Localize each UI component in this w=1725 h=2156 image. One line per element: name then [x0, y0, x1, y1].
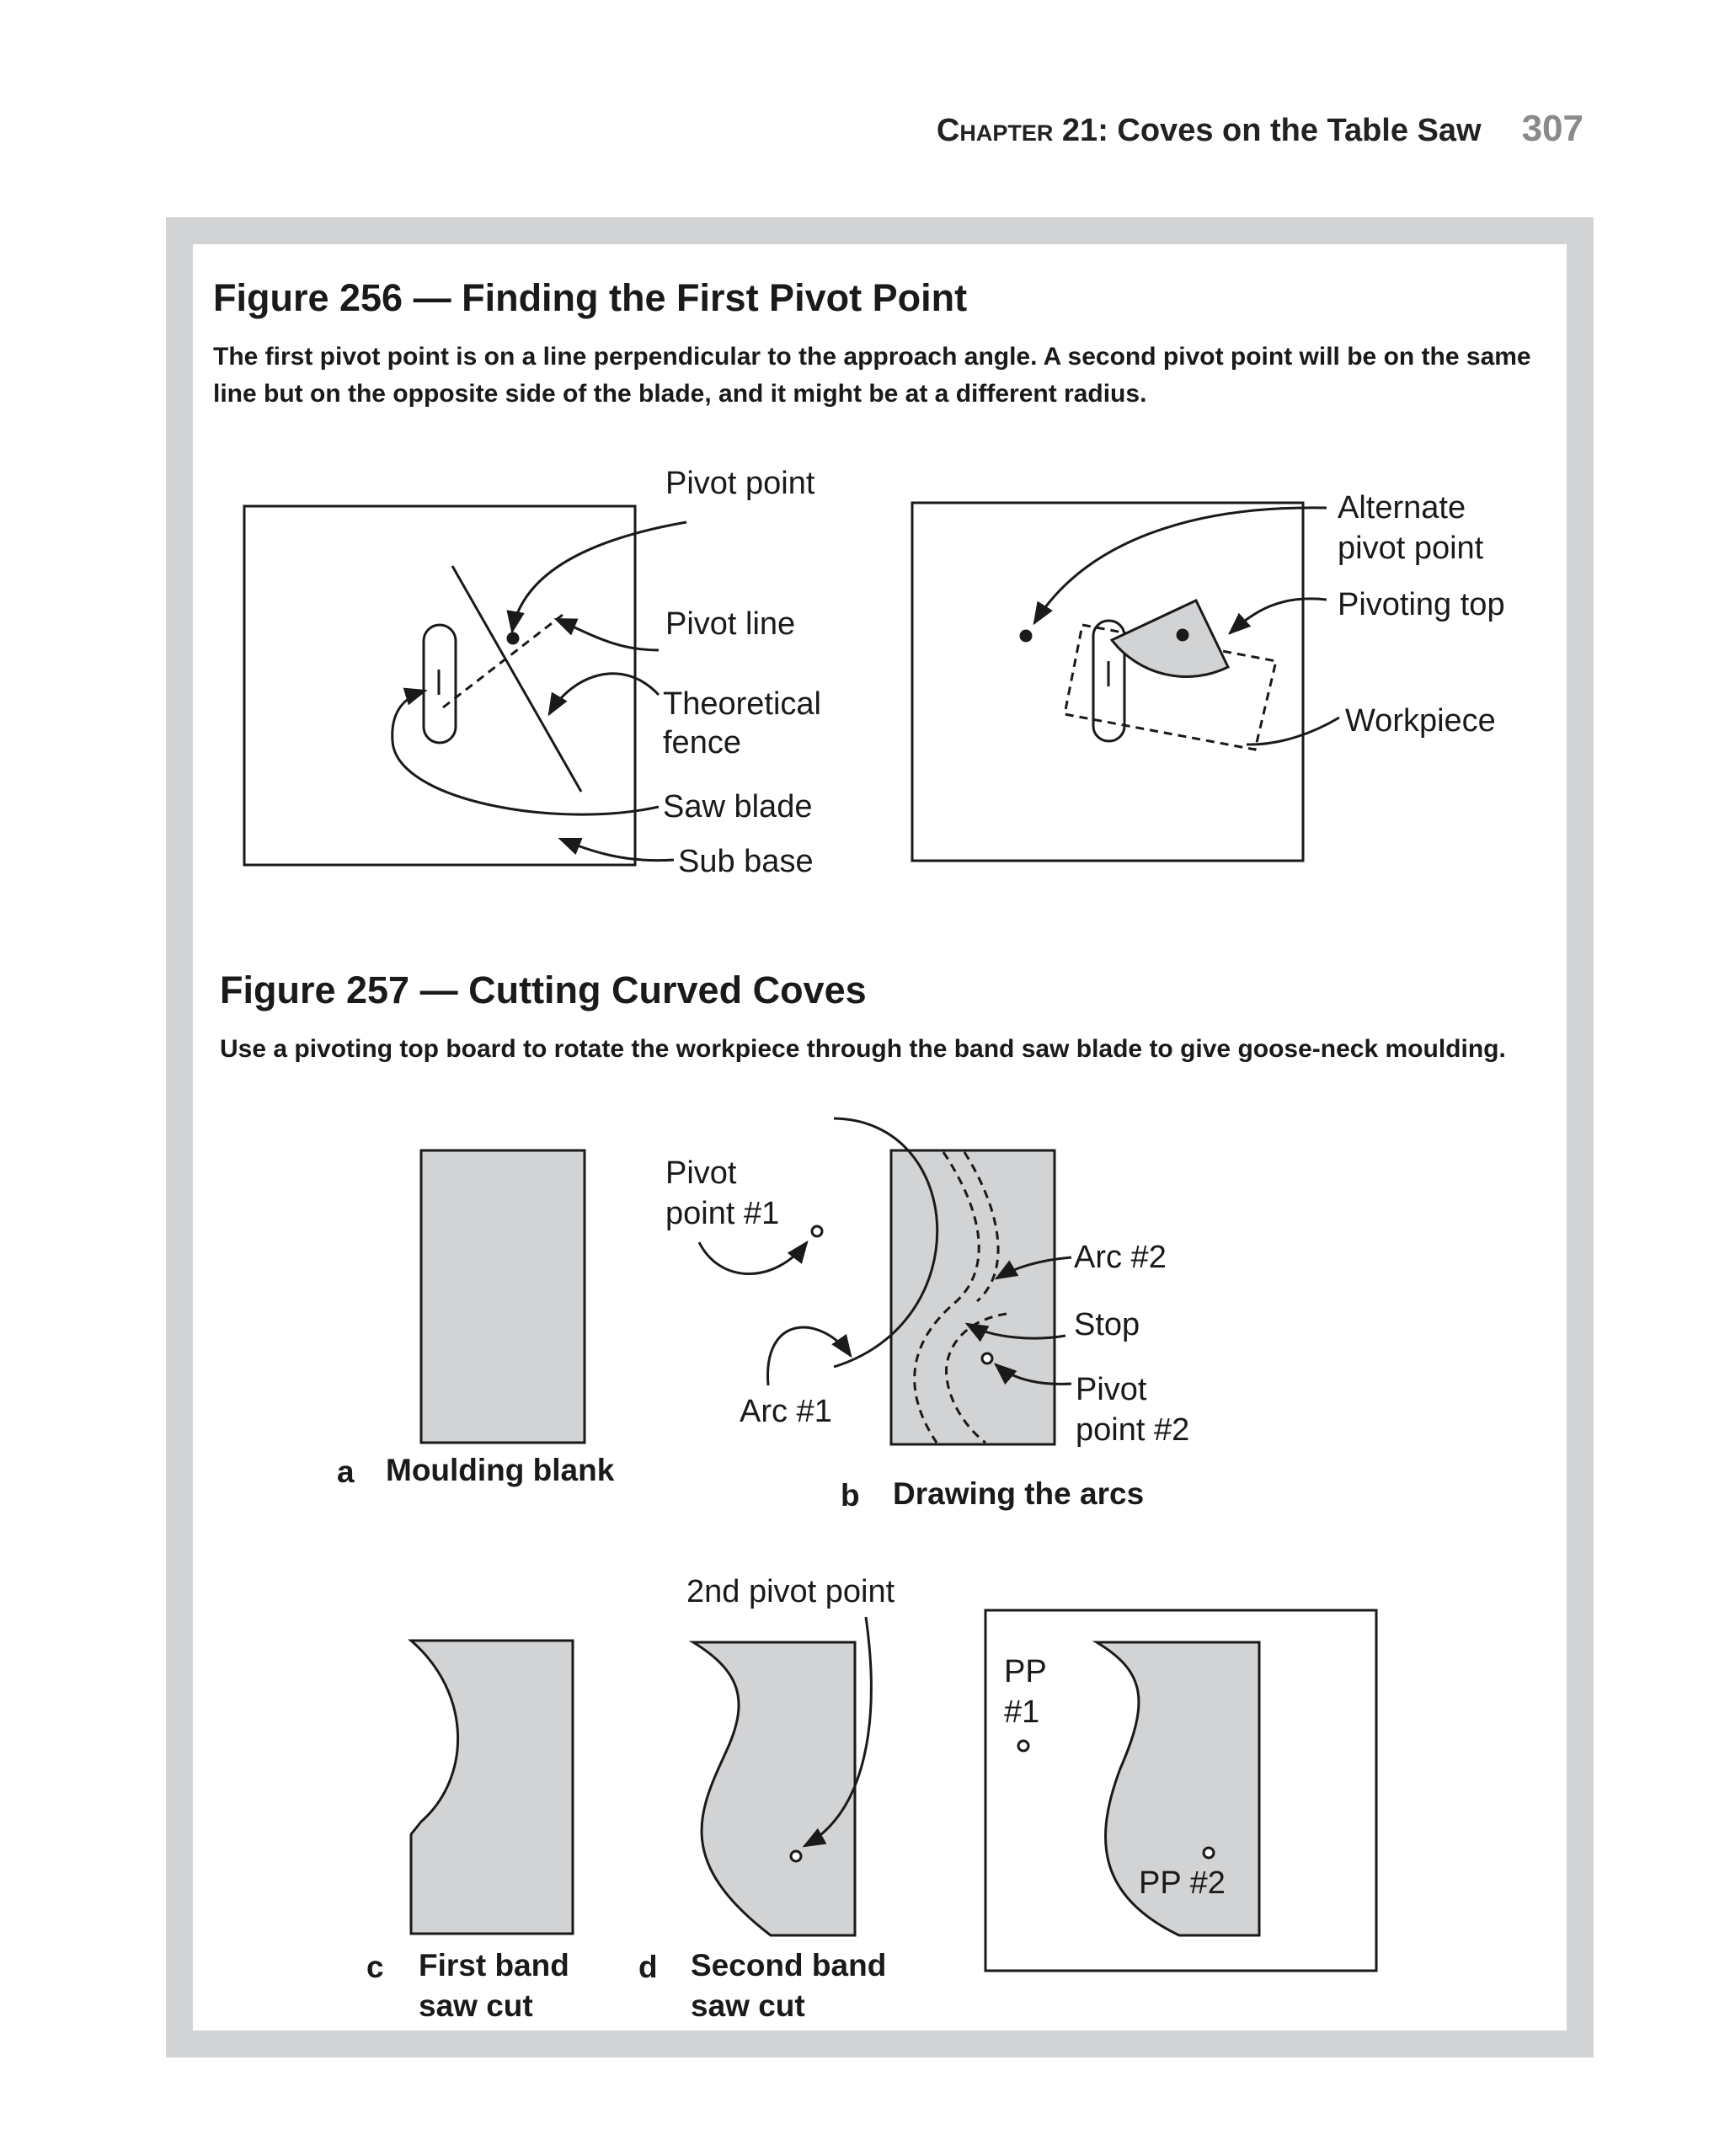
label-2nd-pivot: 2nd pivot point — [686, 1574, 895, 1609]
alternate-pivot-dot — [1021, 631, 1031, 641]
label-pivot-line: Pivot line — [665, 606, 796, 642]
panel-c-label-2: saw cut — [419, 1988, 533, 2023]
second-pivot-dot — [791, 1851, 801, 1861]
pivot-point-1-dot — [812, 1226, 822, 1236]
saw-blade-arrow — [393, 691, 659, 814]
label-workpiece: Workpiece — [1345, 703, 1496, 739]
label-theoretical-2: fence — [663, 725, 741, 760]
moulding-blank — [421, 1150, 585, 1443]
label-pp1-2: #1 — [1004, 1694, 1040, 1730]
fig256-right-diagram — [912, 503, 1339, 861]
panel-c-letter: c — [366, 1950, 384, 1984]
chapter-title: : Coves on the Table Saw — [1097, 113, 1482, 148]
label-arc1: Arc #1 — [740, 1394, 832, 1429]
pivot-1-arrow — [699, 1242, 807, 1274]
panel-b-label: Drawing the arcs — [893, 1476, 1145, 1511]
label-arc2: Arc #2 — [1074, 1240, 1167, 1275]
label-pivot1-2: point #1 — [665, 1196, 780, 1231]
pivot-point-dot — [508, 633, 518, 643]
pp2-dot — [1204, 1848, 1214, 1858]
label-pivoting-top: Pivoting top — [1338, 587, 1505, 622]
label-saw-blade: Saw blade — [663, 789, 813, 825]
alternate-pivot-arrow — [1034, 508, 1327, 623]
figure-256-title: Figure 256 — Finding the First Pivot Point — [213, 276, 968, 319]
fig256-left-diagram — [244, 506, 686, 865]
second-cut-piece — [693, 1642, 855, 1935]
panel-d-letter: d — [638, 1950, 658, 1984]
label-pivot2-2: point #2 — [1076, 1412, 1190, 1448]
panel-d-label-1: Second band — [691, 1948, 887, 1983]
label-stop: Stop — [1074, 1307, 1140, 1342]
label-pp2: PP #2 — [1139, 1865, 1226, 1901]
label-pp1-1: PP — [1004, 1654, 1047, 1689]
panel-b-letter: b — [841, 1478, 860, 1513]
pivot-point-arrow — [512, 522, 686, 632]
fence-arrow — [549, 674, 659, 714]
sub-base-arrow — [560, 839, 674, 861]
arc-1-arrow — [768, 1327, 851, 1385]
label-alternate-1: Alternate — [1338, 490, 1466, 526]
pp1-dot — [1018, 1741, 1028, 1751]
pivot-line-arrow — [556, 619, 659, 650]
figure-257-caption: Use a pivoting top board to rotate the workpiece through the band saw blade to give goose-neck moulding. — [220, 1035, 1506, 1063]
label-sub-base: Sub base — [678, 844, 814, 879]
chapter-label: Chapter 21 — [936, 113, 1098, 148]
theoretical-fence-line — [452, 566, 581, 792]
pivoting-top-dot — [1178, 630, 1188, 640]
pivot-point-2-dot — [982, 1353, 992, 1364]
figure-256-caption: The first pivot point is on a line perpendicular to the approach angle. A second pivot point will be on the same line but on the opposite side of the blade, and it might be at a different radius. — [213, 343, 1531, 408]
panel-a-label: Moulding blank — [386, 1453, 615, 1487]
label-alternate-2: pivot point — [1338, 531, 1484, 566]
second-cut-diagram — [693, 1617, 871, 1935]
label-pivot2-1: Pivot — [1076, 1372, 1147, 1407]
figure-257-title: Figure 257 — Cutting Curved Coves — [220, 969, 867, 1011]
label-pivot1-1: Pivot — [665, 1155, 737, 1191]
pivoting-top — [1112, 600, 1228, 676]
panel-c-label-1: First band — [419, 1948, 569, 1983]
pivoting-top-arrow — [1230, 599, 1327, 633]
label-pivot-point: Pivot point — [665, 466, 815, 501]
panel-a-letter: a — [337, 1454, 355, 1489]
page-number: 307 — [1521, 108, 1583, 149]
first-cut-piece — [411, 1641, 573, 1934]
pivot-line — [443, 615, 563, 707]
arcs-blank — [891, 1150, 1055, 1444]
label-theoretical-1: Theoretical — [663, 686, 821, 722]
panel-d-label-2: saw cut — [691, 1988, 805, 2023]
